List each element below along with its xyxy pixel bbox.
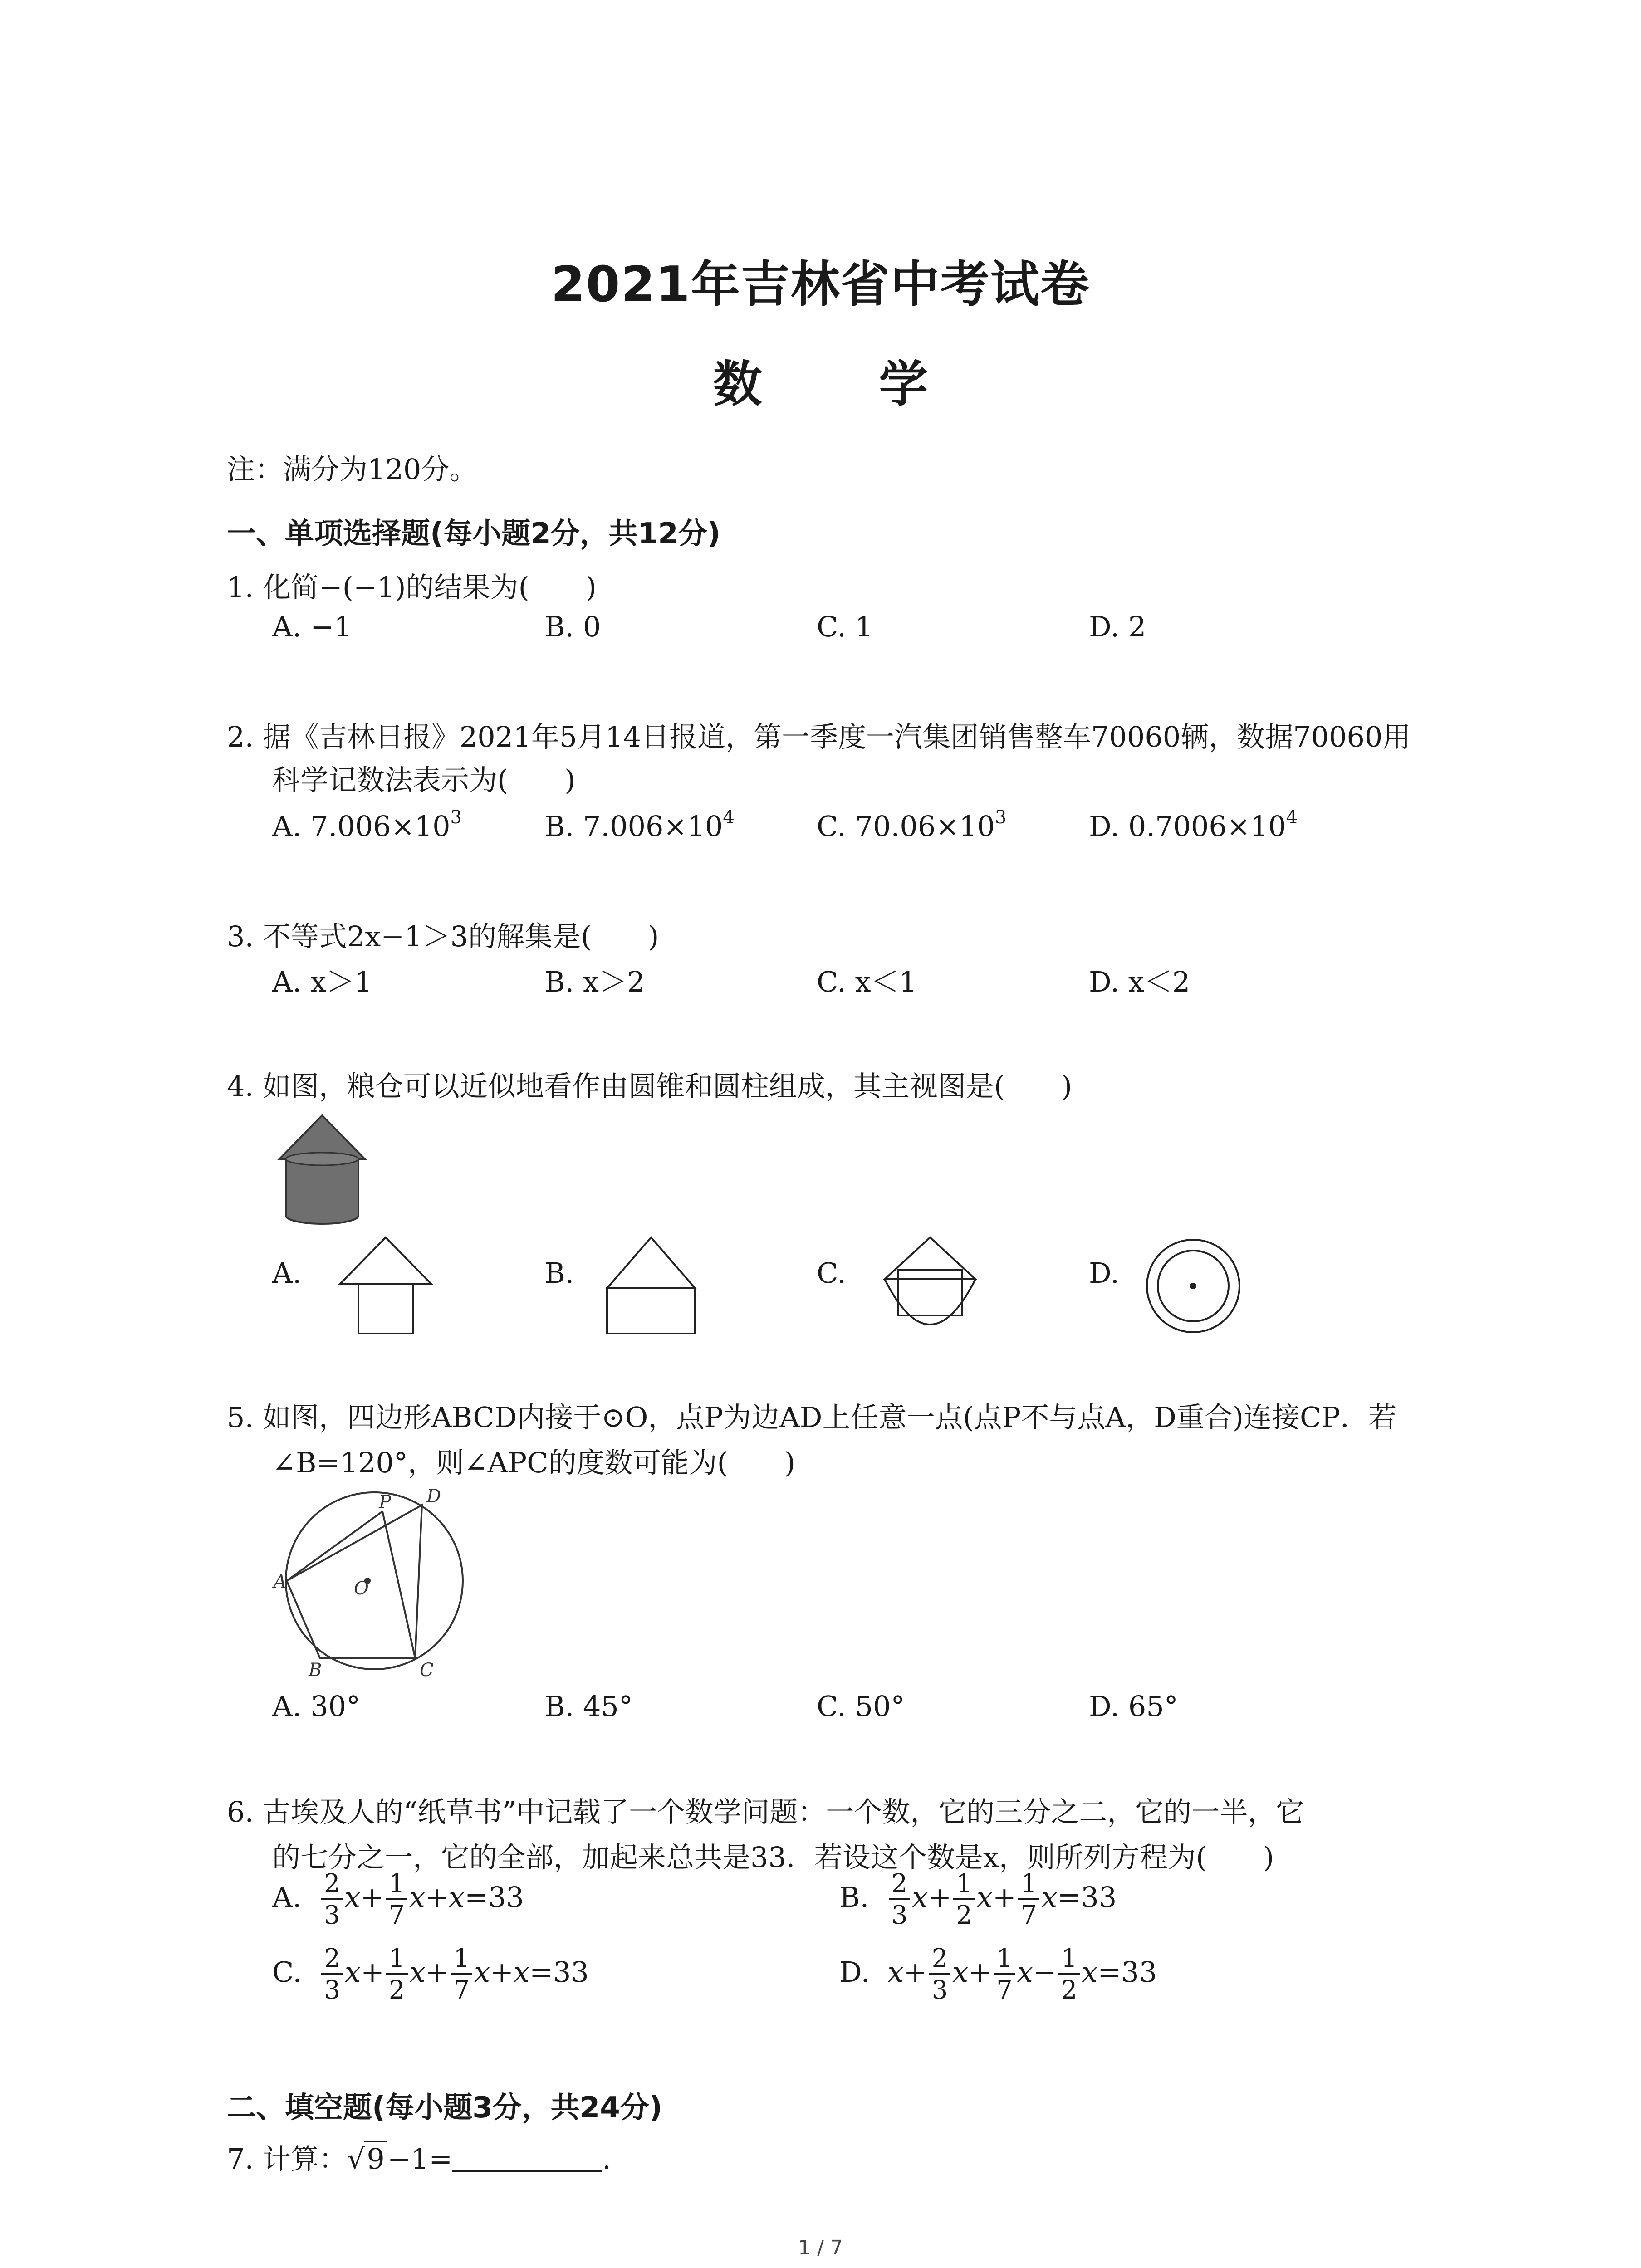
q4-option-a: A. — [272, 1256, 302, 1290]
q6-option-c: C. $\frac{2}{3}$ x+ $\frac{1}{2}$ x+ $\frac{1}{7}$ x+x=33 — [272, 1944, 589, 2005]
q4-option-a-figure — [331, 1234, 440, 1338]
exam-title: 2021年吉林省中考试卷 — [551, 256, 1090, 313]
q6-option-a: A. $\frac{2}{3}$ x+ $\frac{1}{7}$ x+x=33 — [272, 1869, 524, 1930]
score-note: 注：满分为120分。 — [227, 453, 478, 486]
q6-option-d: D. x+ $\frac{2}{3}$ x+ $\frac{1}{7}$ x− $\frac{1}{2}$ x=33 — [839, 1944, 1157, 2005]
page-number: 1 / 7 — [798, 2236, 843, 2259]
question-5-stem-line1: 5. 如图，四边形ABCD内接于⊙O，点P为边AD上任意一点(点P不与点A，D重合)连接CP．若 — [227, 1401, 1397, 1434]
point-o-label: O — [354, 1578, 369, 1599]
q2-option-d: D. $0.7006\times 10^4$ — [1089, 807, 1298, 843]
point-a-label: A — [274, 1571, 287, 1592]
q5-option-b: B. 45° — [544, 1690, 633, 1723]
question-2-stem-line1: 2. 据《吉林日报》2021年5月14日报道，第一季度一汽集团销售整车70060辆，数据70060用 — [227, 720, 1411, 753]
question-4-stem: 4. 如图，粮仓可以近似地看作由圆锥和圆柱组成，其主视图是( ) — [227, 1070, 1073, 1103]
point-p-label: P — [379, 1492, 391, 1513]
q2-option-b: B. $7.006\times 10^4$ — [544, 807, 735, 843]
q1-option-c: C. 1 — [817, 610, 873, 643]
q3-option-c: C. x＜1 — [817, 965, 917, 998]
q3-option-a: A. x＞1 — [272, 965, 372, 998]
q3-option-b: B. x＞2 — [544, 965, 645, 998]
q4-option-c-figure — [871, 1234, 989, 1338]
q7-answer-blank — [452, 2145, 602, 2172]
q4-option-d: D. — [1089, 1256, 1120, 1290]
sqrt-radicand: 9 — [364, 2141, 387, 2175]
q5-circle-figure — [265, 1483, 474, 1681]
subject-title: 数 学 — [713, 356, 978, 413]
point-b-label: B — [309, 1660, 322, 1681]
q4-option-b: B. — [544, 1256, 574, 1290]
section-2-heading: 二、填空题(每小题3分，共24分) — [227, 2091, 663, 2125]
question-6-stem-line2: 的七分之一，它的全部，加起来总共是33．若设这个数是x，则所列方程为( ) — [272, 1841, 1274, 1874]
q5-option-a: A. 30° — [272, 1690, 361, 1723]
q1-option-d: D. 2 — [1089, 610, 1146, 643]
question-2-stem-line2: 科学记数法表示为( ) — [272, 763, 576, 797]
question-7-stem: 7. 计算：√9−1= . — [227, 2136, 611, 2177]
point-d-label: D — [426, 1486, 441, 1507]
question-6-stem-line1: 6. 古埃及人的“纸草书”中记载了一个数学问题：一个数，它的三分之二，它的一半，它 — [227, 1795, 1304, 1828]
point-c-label: C — [420, 1660, 434, 1681]
q2-option-c: C. $70.06\times 10^3$ — [817, 807, 1007, 843]
question-1-stem: 1. 化简−(−1)的结果为( ) — [227, 571, 597, 604]
q4-option-c: C. — [817, 1256, 846, 1290]
granary-figure — [272, 1114, 372, 1227]
question-3-stem: 3. 不等式2x−1＞3的解集是( ) — [227, 920, 659, 953]
section-1-heading: 一、单项选择题(每小题2分，共12分) — [227, 517, 721, 551]
q3-option-d: D. x＜2 — [1089, 965, 1190, 998]
q2-option-a: A. $7.006\times 10^3$ — [272, 807, 462, 843]
q5-option-d: D. 65° — [1089, 1690, 1178, 1723]
q1-option-b: B. 0 — [544, 610, 601, 643]
q1-option-a: A. −1 — [272, 610, 352, 643]
q4-option-d-figure — [1143, 1236, 1243, 1336]
q6-option-b: B. $\frac{2}{3}$ x+ $\frac{1}{2}$ x+ $\frac{1}{7}$ x=33 — [839, 1869, 1117, 1930]
question-5-stem-line2: ∠B=120°，则∠APC的度数可能为( ) — [272, 1446, 796, 1479]
q5-option-c: C. 50° — [817, 1690, 905, 1723]
q4-option-b-figure — [599, 1234, 703, 1338]
